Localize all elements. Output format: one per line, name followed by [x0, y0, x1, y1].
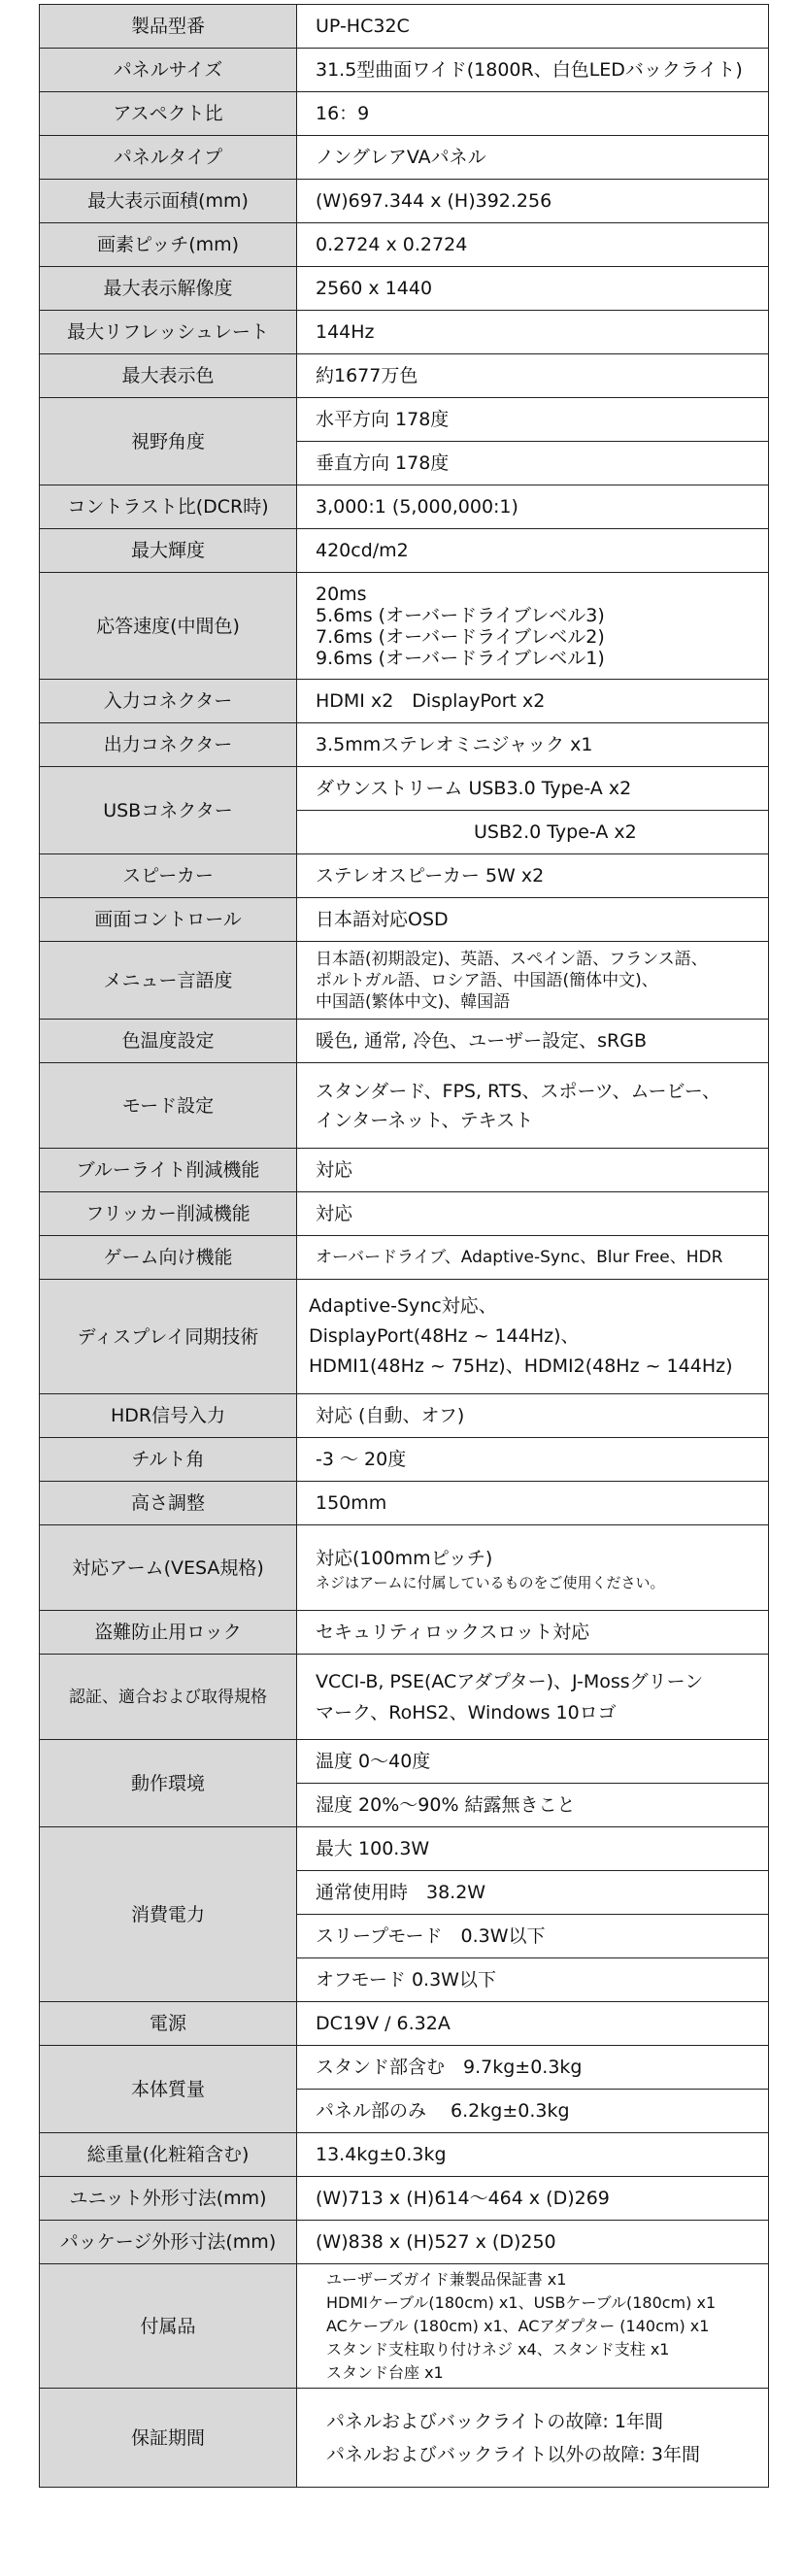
value-line: 日本語(初期設定)、英語、スペイン語、フランス語、 [316, 949, 708, 969]
row-label: 本体質量 [40, 2046, 297, 2133]
value-line: スタンダード、FPS, RTS、スポーツ、ムービー、 [316, 1080, 720, 1102]
value-note: ネジはアームに付属しているものをご使用ください。 [316, 1573, 665, 1591]
row-value: オーバードライブ、Adaptive-Sync、Blur Free、HDR [297, 1236, 769, 1280]
spec-row-usb-connector [40, 767, 769, 811]
spec-row-accessories [40, 2264, 769, 2389]
row-value: UP-HC32C [297, 5, 769, 49]
spec-row-menu-language [40, 942, 769, 1020]
spec-row-panel-size [40, 49, 769, 92]
row-label: アスペクト比 [40, 92, 297, 136]
value-line: ユーザーズガイド兼製品保証書 x1 [326, 2269, 567, 2289]
value-line: 5.6ms (オーバードライブレベル3) [316, 604, 605, 626]
spec-row-warranty [40, 2389, 769, 2488]
row-label: 最大表示色 [40, 354, 297, 398]
row-label: パネルサイズ [40, 49, 297, 92]
spec-row-certifications [40, 1655, 769, 1740]
row-value: (W)697.344 x (H)392.256 [297, 180, 769, 223]
value-line: スタンド台座 x1 [326, 2362, 444, 2382]
value-line: スタンド支柱取り付けネジ x4、スタンド支柱 x1 [326, 2339, 670, 2359]
value-line: HDMIケーブル(180cm) x1、USBケーブル(180cm) x1 [326, 2292, 717, 2312]
row-value: 0.2724 x 0.2724 [297, 223, 769, 267]
spec-row-hdr [40, 1394, 769, 1438]
row-label: ユニット外形寸法(mm) [40, 2177, 297, 2221]
value-line: VCCI-B, PSE(ACアダプター)、J-Mossグリーン [316, 1670, 704, 1692]
row-value [297, 1063, 769, 1149]
row-label: 電源 [40, 2002, 297, 2046]
value-line: Adaptive-Sync対応、 [309, 1295, 497, 1317]
row-value: 対応 [297, 1192, 769, 1236]
spec-row-security-lock [40, 1611, 769, 1655]
row-value: 31.5型曲面ワイド(1800R、白色LEDバックライト) [297, 49, 769, 92]
spec-row-resolution [40, 267, 769, 311]
spec-row-blue-light [40, 1149, 769, 1192]
spec-row-screen-control [40, 898, 769, 942]
spec-row-input-connector [40, 680, 769, 723]
row-label: スピーカー [40, 854, 297, 898]
row-label: 最大表示解像度 [40, 267, 297, 311]
row-label: パネルタイプ [40, 136, 297, 180]
spec-row-output-connector [40, 723, 769, 767]
spec-row-unit-dimensions [40, 2177, 769, 2221]
row-label: 付属品 [40, 2264, 297, 2389]
row-value: (W)838 x (H)527 x (D)250 [297, 2221, 769, 2264]
row-value [297, 2389, 769, 2488]
row-label: 最大輝度 [40, 529, 297, 573]
row-label: 最大リフレッシュレート [40, 311, 297, 354]
row-value: オフモード 0.3W以下 [297, 1958, 769, 2002]
spec-row-gross-weight [40, 2133, 769, 2177]
row-value [297, 1280, 769, 1394]
row-label: ブルーライト削減機能 [40, 1149, 297, 1192]
row-value: 2560 x 1440 [297, 267, 769, 311]
row-label: メニュー言語度 [40, 942, 297, 1020]
value-line: 中国語(繁体中文)、韓国語 [316, 991, 511, 1012]
row-value: セキュリティロックスロット対応 [297, 1611, 769, 1655]
row-value: 日本語対応OSD [297, 898, 769, 942]
row-label: パッケージ外形寸法(mm) [40, 2221, 297, 2264]
spec-row-color-temp [40, 1020, 769, 1063]
value-line: パネルおよびバックライト以外の故障: 3年間 [326, 2443, 700, 2465]
value-line: 対応(100mmピッチ) [316, 1547, 493, 1569]
spec-row-power-consumption [40, 1827, 769, 1871]
row-value: 湿度 20%～90% 結露無きこと [297, 1784, 769, 1827]
row-value [297, 573, 769, 680]
row-value: 通常使用時 38.2W [297, 1871, 769, 1915]
row-value: 温度 0～40度 [297, 1740, 769, 1784]
row-label: フリッカー削減機能 [40, 1192, 297, 1236]
spec-row-sync [40, 1280, 769, 1394]
row-value: DC19V / 6.32A [297, 2002, 769, 2046]
spec-row-response-time [40, 573, 769, 680]
spec-row-body-weight [40, 2046, 769, 2090]
value-line: 7.6ms (オーバードライブレベル2) [316, 625, 605, 648]
row-label: HDR信号入力 [40, 1394, 297, 1438]
row-label: 視野角度 [40, 398, 297, 485]
value-line: USB2.0 Type-A x2 [474, 821, 637, 843]
spec-row-refresh-rate [40, 311, 769, 354]
spec-row-model [40, 5, 769, 49]
spec-row-power-supply [40, 2002, 769, 2046]
row-label: ゲーム向け機能 [40, 1236, 297, 1280]
row-value: スタンド部含む 9.7kg±0.3kg [297, 2046, 769, 2090]
row-value: 約1677万色 [297, 354, 769, 398]
row-value: 暖色, 通常, 冷色、ユーザー設定、sRGB [297, 1020, 769, 1063]
row-value: HDMI x2 DisplayPort x2 [297, 680, 769, 723]
row-value: 3,000:1 (5,000,000:1) [297, 485, 769, 529]
value-line: マーク、RoHS2、Windows 10ロゴ [316, 1701, 617, 1723]
row-label: 色温度設定 [40, 1020, 297, 1063]
value-line: パネルおよびバックライトの故障: 1年間 [326, 2410, 663, 2432]
row-label: 盗難防止用ロック [40, 1611, 297, 1655]
row-value [297, 811, 769, 854]
value-line: ACケーブル (180cm) x1、ACアダプター (140cm) x1 [326, 2316, 710, 2335]
spec-row-environment [40, 1740, 769, 1784]
row-value: ノングレアVAパネル [297, 136, 769, 180]
spec-row-pixel-pitch [40, 223, 769, 267]
row-label: コントラスト比(DCR時) [40, 485, 297, 529]
spec-row-contrast [40, 485, 769, 529]
spec-row-gaming [40, 1236, 769, 1280]
row-label: チルト角 [40, 1438, 297, 1482]
spec-row-speaker [40, 854, 769, 898]
spec-row-package-dimensions [40, 2221, 769, 2264]
value-line: ポルトガル語、ロシア語、中国語(簡体中文)、 [316, 970, 658, 990]
row-label: 対応アーム(VESA規格) [40, 1525, 297, 1611]
spec-row-aspect-ratio [40, 92, 769, 136]
value-line: HDMI1(48Hz ~ 75Hz)、HDMI2(48Hz ~ 144Hz) [309, 1355, 733, 1377]
spec-row-flicker [40, 1192, 769, 1236]
spec-row-height-adjust [40, 1482, 769, 1525]
spec-row-panel-type [40, 136, 769, 180]
row-value: 420cd/m2 [297, 529, 769, 573]
row-value: パネル部のみ 6.2kg±0.3kg [297, 2090, 769, 2133]
row-value: 3.5mmステレオミニジャック x1 [297, 723, 769, 767]
spec-row-viewing-angle [40, 398, 769, 442]
value-line: インターネット、テキスト [316, 1109, 534, 1131]
row-value [297, 942, 769, 1020]
value-line: 9.6ms (オーバードライブレベル1) [316, 647, 605, 669]
row-label: 画面コントロール [40, 898, 297, 942]
row-value: 144Hz [297, 311, 769, 354]
row-label: 画素ピッチ(mm) [40, 223, 297, 267]
row-label: 入力コネクター [40, 680, 297, 723]
spec-row-tilt [40, 1438, 769, 1482]
row-label: 消費電力 [40, 1827, 297, 2002]
row-value: 最大 100.3W [297, 1827, 769, 1871]
row-value: ダウンストリーム USB3.0 Type-A x2 [297, 767, 769, 811]
row-value: 垂直方向 178度 [297, 442, 769, 485]
row-label: 高さ調整 [40, 1482, 297, 1525]
row-value: スリープモード 0.3W以下 [297, 1915, 769, 1958]
row-label: 製品型番 [40, 5, 297, 49]
row-value: 水平方向 178度 [297, 398, 769, 442]
row-label: 保証期間 [40, 2389, 297, 2488]
spec-row-display-area [40, 180, 769, 223]
row-label: モード設定 [40, 1063, 297, 1149]
row-value: ステレオスピーカー 5W x2 [297, 854, 769, 898]
row-value [297, 2264, 769, 2389]
row-label: USBコネクター [40, 767, 297, 854]
row-value [297, 1655, 769, 1740]
row-label: 最大表示面積(mm) [40, 180, 297, 223]
row-value: 16：9 [297, 92, 769, 136]
row-value: 対応 [297, 1149, 769, 1192]
spec-row-vesa [40, 1525, 769, 1611]
row-value: (W)713 x (H)614～464 x (D)269 [297, 2177, 769, 2221]
row-value: 150mm [297, 1482, 769, 1525]
spec-row-brightness [40, 529, 769, 573]
spec-table [39, 4, 769, 2488]
row-label: ディスプレイ同期技術 [40, 1280, 297, 1394]
row-label: 出力コネクター [40, 723, 297, 767]
row-value [297, 1525, 769, 1611]
row-value: 13.4kg±0.3kg [297, 2133, 769, 2177]
spec-row-max-colors [40, 354, 769, 398]
value-line: 20ms [316, 583, 367, 605]
spec-row-mode [40, 1063, 769, 1149]
value-line: DisplayPort(48Hz ~ 144Hz)、 [309, 1325, 580, 1347]
row-value: 対応 (自動、オフ) [297, 1394, 769, 1438]
row-label: 応答速度(中間色) [40, 573, 297, 680]
row-label: 動作環境 [40, 1740, 297, 1827]
row-value: -3 ～ 20度 [297, 1438, 769, 1482]
row-label: 認証、適合および取得規格 [40, 1655, 297, 1740]
row-label: 総重量(化粧箱含む) [40, 2133, 297, 2177]
